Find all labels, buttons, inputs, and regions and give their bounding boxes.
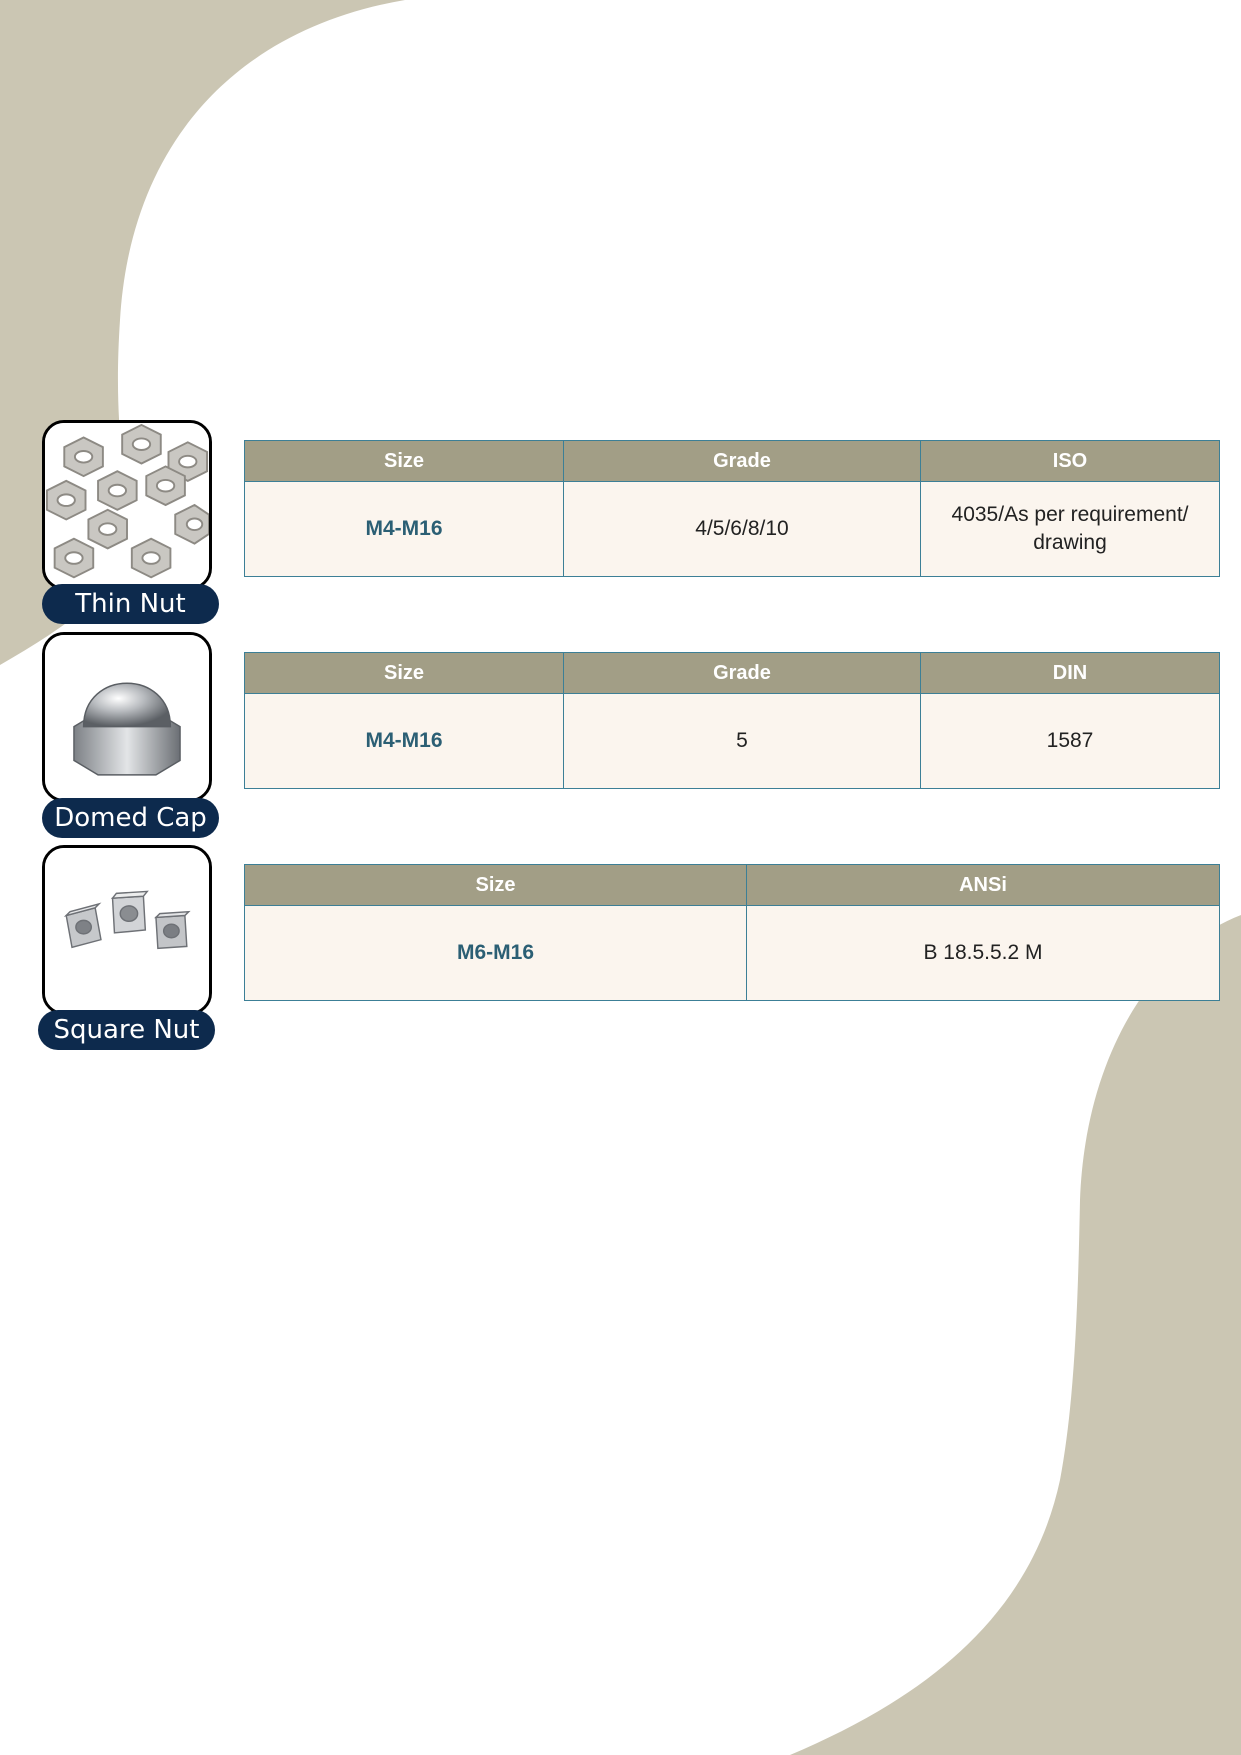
table-row [245,694,1220,789]
spec-table-domed-cap [244,652,1220,789]
grade-cell: 4/5/6/8/10 [564,482,921,577]
column-header-ansi: ANSi [747,865,1220,906]
column-header-grade: Grade [564,441,921,482]
size-cell: M6-M16 [245,906,747,1001]
product-label-thin-nut: Thin Nut [42,584,219,624]
table-header-row [245,653,1220,694]
thin-nut-icon [45,423,209,587]
column-header-iso: ISO [921,441,1220,482]
column-header-grade: Grade [564,653,921,694]
ansi-cell: B 18.5.5.2 M [747,906,1220,1001]
size-cell: M4-M16 [245,482,564,577]
iso-cell: 4035/As per requirement/ drawing [921,482,1220,577]
product-label-domed-cap: Domed Cap [42,798,219,838]
column-header-din: DIN [921,653,1220,694]
square-nut-image [42,845,212,1015]
table-row [245,906,1220,1001]
square-nut-icon [45,848,209,1012]
table-row [245,482,1220,577]
column-header-size: Size [245,441,564,482]
domed-cap-image [42,632,212,802]
table-header-row [245,865,1220,906]
size-cell: M4-M16 [245,694,564,789]
spec-table-thin-nut [244,440,1220,577]
product-label-square-nut: Square Nut [38,1010,215,1050]
domed-cap-nut-icon [45,635,209,799]
table-header-row [245,441,1220,482]
bottom-right-blob [790,915,1241,1755]
column-header-size: Size [245,865,747,906]
column-header-size: Size [245,653,564,694]
thin-nut-image [42,420,212,590]
spec-table-square-nut [244,864,1220,1001]
grade-cell: 5 [564,694,921,789]
din-cell: 1587 [921,694,1220,789]
